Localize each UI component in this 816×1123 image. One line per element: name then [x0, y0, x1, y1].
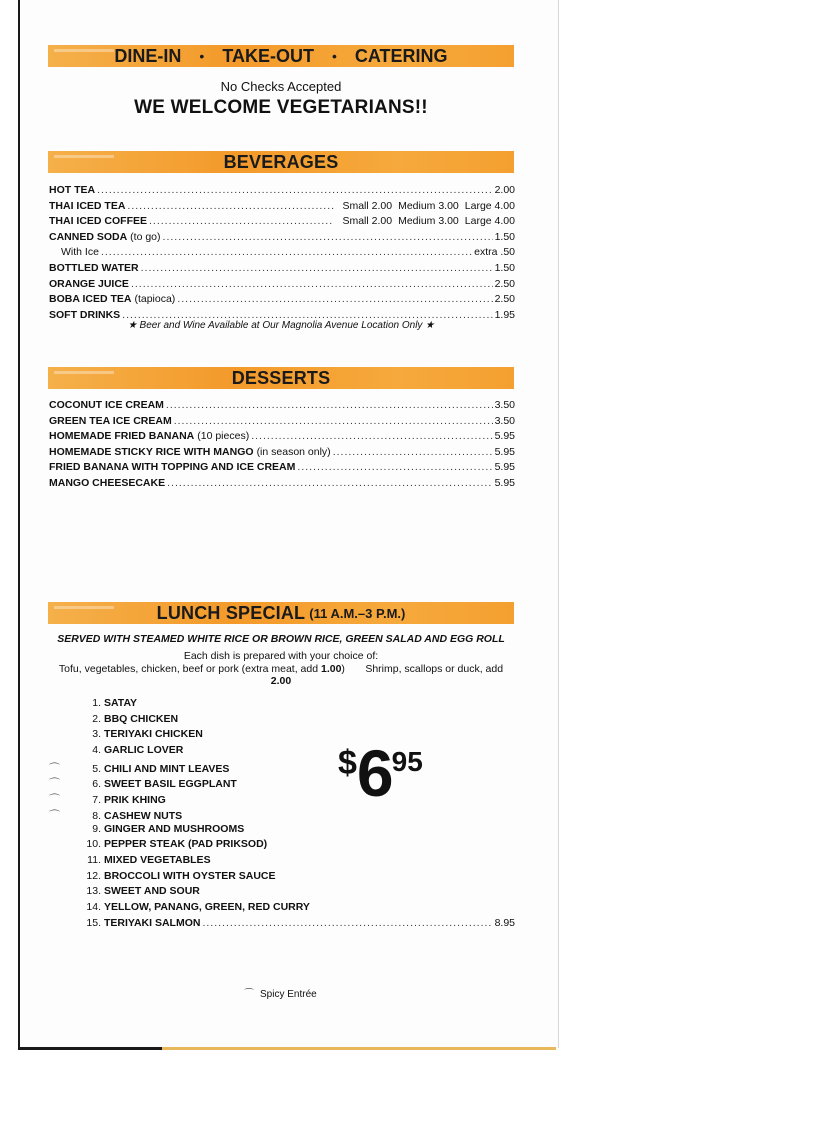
item-name: SATAY	[104, 697, 138, 709]
item-number: 6.	[92, 778, 101, 791]
beverages-row	[49, 262, 515, 278]
beverages-list	[49, 184, 515, 324]
services-banner	[48, 45, 514, 67]
item-note: (10 pieces)	[197, 430, 250, 443]
page-edge-dark	[18, 1047, 162, 1050]
chili-pepper-icon: ⌒	[49, 809, 60, 822]
item-name: GARLIC LOVER	[104, 744, 184, 757]
item-number: 7.	[92, 794, 101, 807]
item-name: BROCCOLI WITH OYSTER SAUCE	[104, 869, 276, 882]
item-number: 9.	[92, 822, 101, 835]
item-name: With Ice	[61, 246, 99, 259]
lunch-item	[49, 791, 515, 807]
dot-leader	[127, 200, 334, 212]
desserts-row	[49, 399, 515, 415]
chili-pepper-icon: ⌒	[244, 989, 254, 1000]
lunch-item	[49, 917, 515, 933]
item-note: (to go)	[130, 230, 161, 243]
item-name: CHILI AND MINT LEAVES	[104, 762, 230, 775]
item-name: HOMEMADE STICKY RICE WITH MANGO	[49, 445, 254, 458]
beverages-row	[49, 293, 515, 309]
chili-pepper-icon: ⌒	[49, 762, 60, 775]
lunch-special-banner	[48, 602, 514, 624]
item-name: THAI ICED COFFEE	[49, 215, 148, 228]
size-price: Medium 3.00	[398, 215, 459, 228]
dot-leader	[131, 278, 493, 290]
item-note: (in season only)	[256, 445, 331, 458]
item-price: 3.50	[494, 414, 515, 427]
item-number: 14.	[86, 900, 101, 913]
no-checks-notice: No Checks Accepted	[220, 79, 342, 94]
item-number: 1.	[92, 697, 101, 709]
desserts-list	[49, 399, 515, 493]
item-name: SWEET AND SOUR	[104, 885, 200, 898]
desserts-row	[49, 430, 515, 446]
item-name: BBQ CHICKEN	[104, 712, 179, 725]
item-name: HOMEMADE FRIED BANANA	[49, 430, 195, 443]
item-price: 2.00	[494, 184, 515, 196]
lunch-item	[49, 885, 515, 901]
item-name: BOBA ICED TEA	[49, 293, 132, 306]
lunch-item	[49, 697, 515, 713]
size-price: Medium 3.00	[398, 199, 459, 212]
separator-bullet: •	[199, 48, 205, 64]
price-dollar-sign: $	[338, 744, 357, 782]
service-dine-in: DINE-IN	[114, 45, 182, 66]
beer-wine-note: ★ Beer and Wine Available at Our Magnolia Avenue Location Only ★	[127, 320, 435, 331]
lunch-item	[49, 854, 515, 870]
spicy-legend-label: Spicy Entrée	[260, 989, 317, 1000]
item-name: THAI ICED TEA	[49, 199, 126, 212]
lunch-item	[49, 713, 515, 729]
desserts-row	[49, 415, 515, 431]
item-number: 4.	[92, 744, 101, 757]
item-name: FRIED BANANA WITH TOPPING AND ICE CREAM	[49, 461, 296, 474]
item-name: GINGER AND MUSHROOMS	[104, 822, 245, 835]
item-name: BOTTLED WATER	[49, 261, 139, 274]
item-price: 1.50	[494, 261, 515, 274]
item-number: 12.	[86, 869, 101, 882]
item-price: 1.95	[494, 308, 515, 321]
desserts-row	[49, 446, 515, 462]
size-price: Small 2.00	[342, 215, 393, 228]
item-price: 5.95	[494, 476, 515, 489]
dot-leader	[149, 215, 334, 227]
choice-standard: Tofu, vegetables, chicken, beef or pork (extra meat, add	[58, 663, 321, 675]
beverages-row	[49, 278, 515, 294]
dot-leader	[251, 430, 492, 442]
item-name: TERIYAKI SALMON	[104, 916, 201, 929]
item-name: SOFT DRINKS	[49, 308, 121, 321]
item-name: MIXED VEGETABLES	[104, 853, 211, 866]
desserts-row	[49, 477, 515, 493]
lunch-item	[49, 901, 515, 917]
price-dollars: 6	[356, 736, 392, 810]
item-name: SWEET BASIL EGGPLANT	[104, 778, 237, 791]
chili-pepper-icon: ⌒	[49, 778, 60, 791]
price-cents: 95	[391, 746, 423, 777]
lunch-item	[49, 870, 515, 886]
lunch-special-hours: (11 A.M.–3 P.M.)	[309, 605, 406, 621]
item-name: COCONUT ICE CREAM	[49, 399, 164, 411]
item-name: CASHEW NUTS	[104, 809, 183, 822]
choice-seafood-price: 2.00	[270, 675, 292, 687]
lunch-item	[49, 728, 515, 744]
item-price: 5.95	[494, 445, 515, 458]
item-number: 2.	[92, 712, 101, 725]
item-number: 13.	[86, 885, 101, 898]
page-edge-gold	[162, 1047, 556, 1050]
desserts-row	[49, 461, 515, 477]
item-price: 3.50	[494, 399, 515, 411]
protein-choices	[48, 663, 514, 687]
item-name: PRIK KHING	[104, 794, 166, 807]
beverages-row	[49, 246, 515, 262]
dot-leader	[166, 399, 493, 411]
beverages-row	[49, 215, 515, 231]
item-name: MANGO CHEESECAKE	[49, 476, 166, 489]
dot-leader	[202, 917, 492, 929]
choice-standard-price: 1.00	[320, 663, 342, 675]
lunch-special-title: LUNCH SPECIAL	[156, 602, 306, 623]
lunch-item	[49, 744, 515, 760]
dot-leader	[167, 477, 492, 489]
separator-bullet: •	[331, 48, 337, 64]
dot-leader	[122, 309, 492, 321]
vegetarian-welcome: WE WELCOME VEGETARIANS!!	[134, 97, 428, 118]
service-catering: CATERING	[354, 45, 448, 66]
choice-intro: Each dish is prepared with your choice of:	[183, 650, 379, 662]
item-name: ORANGE JUICE	[49, 277, 129, 290]
item-number: 11.	[87, 853, 101, 866]
size-price: Large 4.00	[464, 199, 515, 212]
beverages-row	[49, 184, 515, 200]
item-price: 2.50	[494, 293, 515, 306]
choice-standard-close: )	[341, 663, 345, 675]
dot-leader	[163, 231, 493, 243]
item-price: 5.95	[494, 430, 515, 443]
beverages-row	[49, 200, 515, 216]
dot-leader	[97, 184, 492, 196]
dot-leader	[177, 293, 492, 305]
lunch-special-price	[338, 736, 423, 810]
spicy-legend	[244, 985, 317, 1000]
chili-pepper-icon: ⌒	[49, 794, 60, 807]
item-name: GREEN TEA ICE CREAM	[49, 414, 172, 427]
lunch-item	[49, 760, 515, 776]
item-number: 5.	[92, 762, 101, 775]
served-with-text: SERVED WITH STEAMED WHITE RICE OR BROWN RICE, GREEN SALAD AND EGG ROLL	[57, 633, 505, 645]
item-name: TERIYAKI CHICKEN	[104, 728, 203, 741]
service-take-out: TAKE-OUT	[222, 45, 314, 66]
size-price: Small 2.00	[342, 199, 393, 212]
lunch-item	[49, 807, 515, 823]
desserts-title: DESSERTS	[231, 367, 331, 388]
item-number: 3.	[92, 728, 101, 741]
lunch-items-list	[49, 697, 515, 932]
size-price: Large 4.00	[464, 215, 515, 228]
choice-seafood: Shrimp, scallops or duck, add	[365, 663, 504, 675]
item-note: (tapioca)	[134, 293, 176, 306]
item-name: YELLOW, PANANG, GREEN, RED CURRY	[104, 900, 310, 913]
item-name: HOT TEA	[49, 184, 96, 196]
item-price: 8.95	[494, 916, 515, 929]
item-price: extra .50	[474, 246, 515, 259]
item-price: 2.50	[494, 277, 515, 290]
desserts-banner	[48, 367, 514, 389]
dot-leader	[101, 246, 472, 258]
item-price: 5.95	[494, 461, 515, 474]
dot-leader	[333, 446, 493, 458]
item-number: 10.	[86, 838, 101, 851]
lunch-item	[49, 775, 515, 791]
item-number: 8.	[92, 809, 101, 822]
item-name: PEPPER STEAK (PAD PRIKSOD)	[104, 838, 268, 851]
dot-leader	[297, 461, 492, 473]
beverages-banner	[48, 151, 514, 173]
item-number: 15.	[86, 916, 101, 929]
dot-leader	[174, 415, 493, 427]
item-price: 1.50	[494, 230, 515, 243]
lunch-item	[49, 823, 515, 839]
item-name: CANNED SODA	[49, 230, 128, 243]
beverages-row	[49, 231, 515, 247]
beverages-title: BEVERAGES	[223, 151, 339, 172]
dot-leader	[141, 262, 493, 274]
lunch-item	[49, 838, 515, 854]
